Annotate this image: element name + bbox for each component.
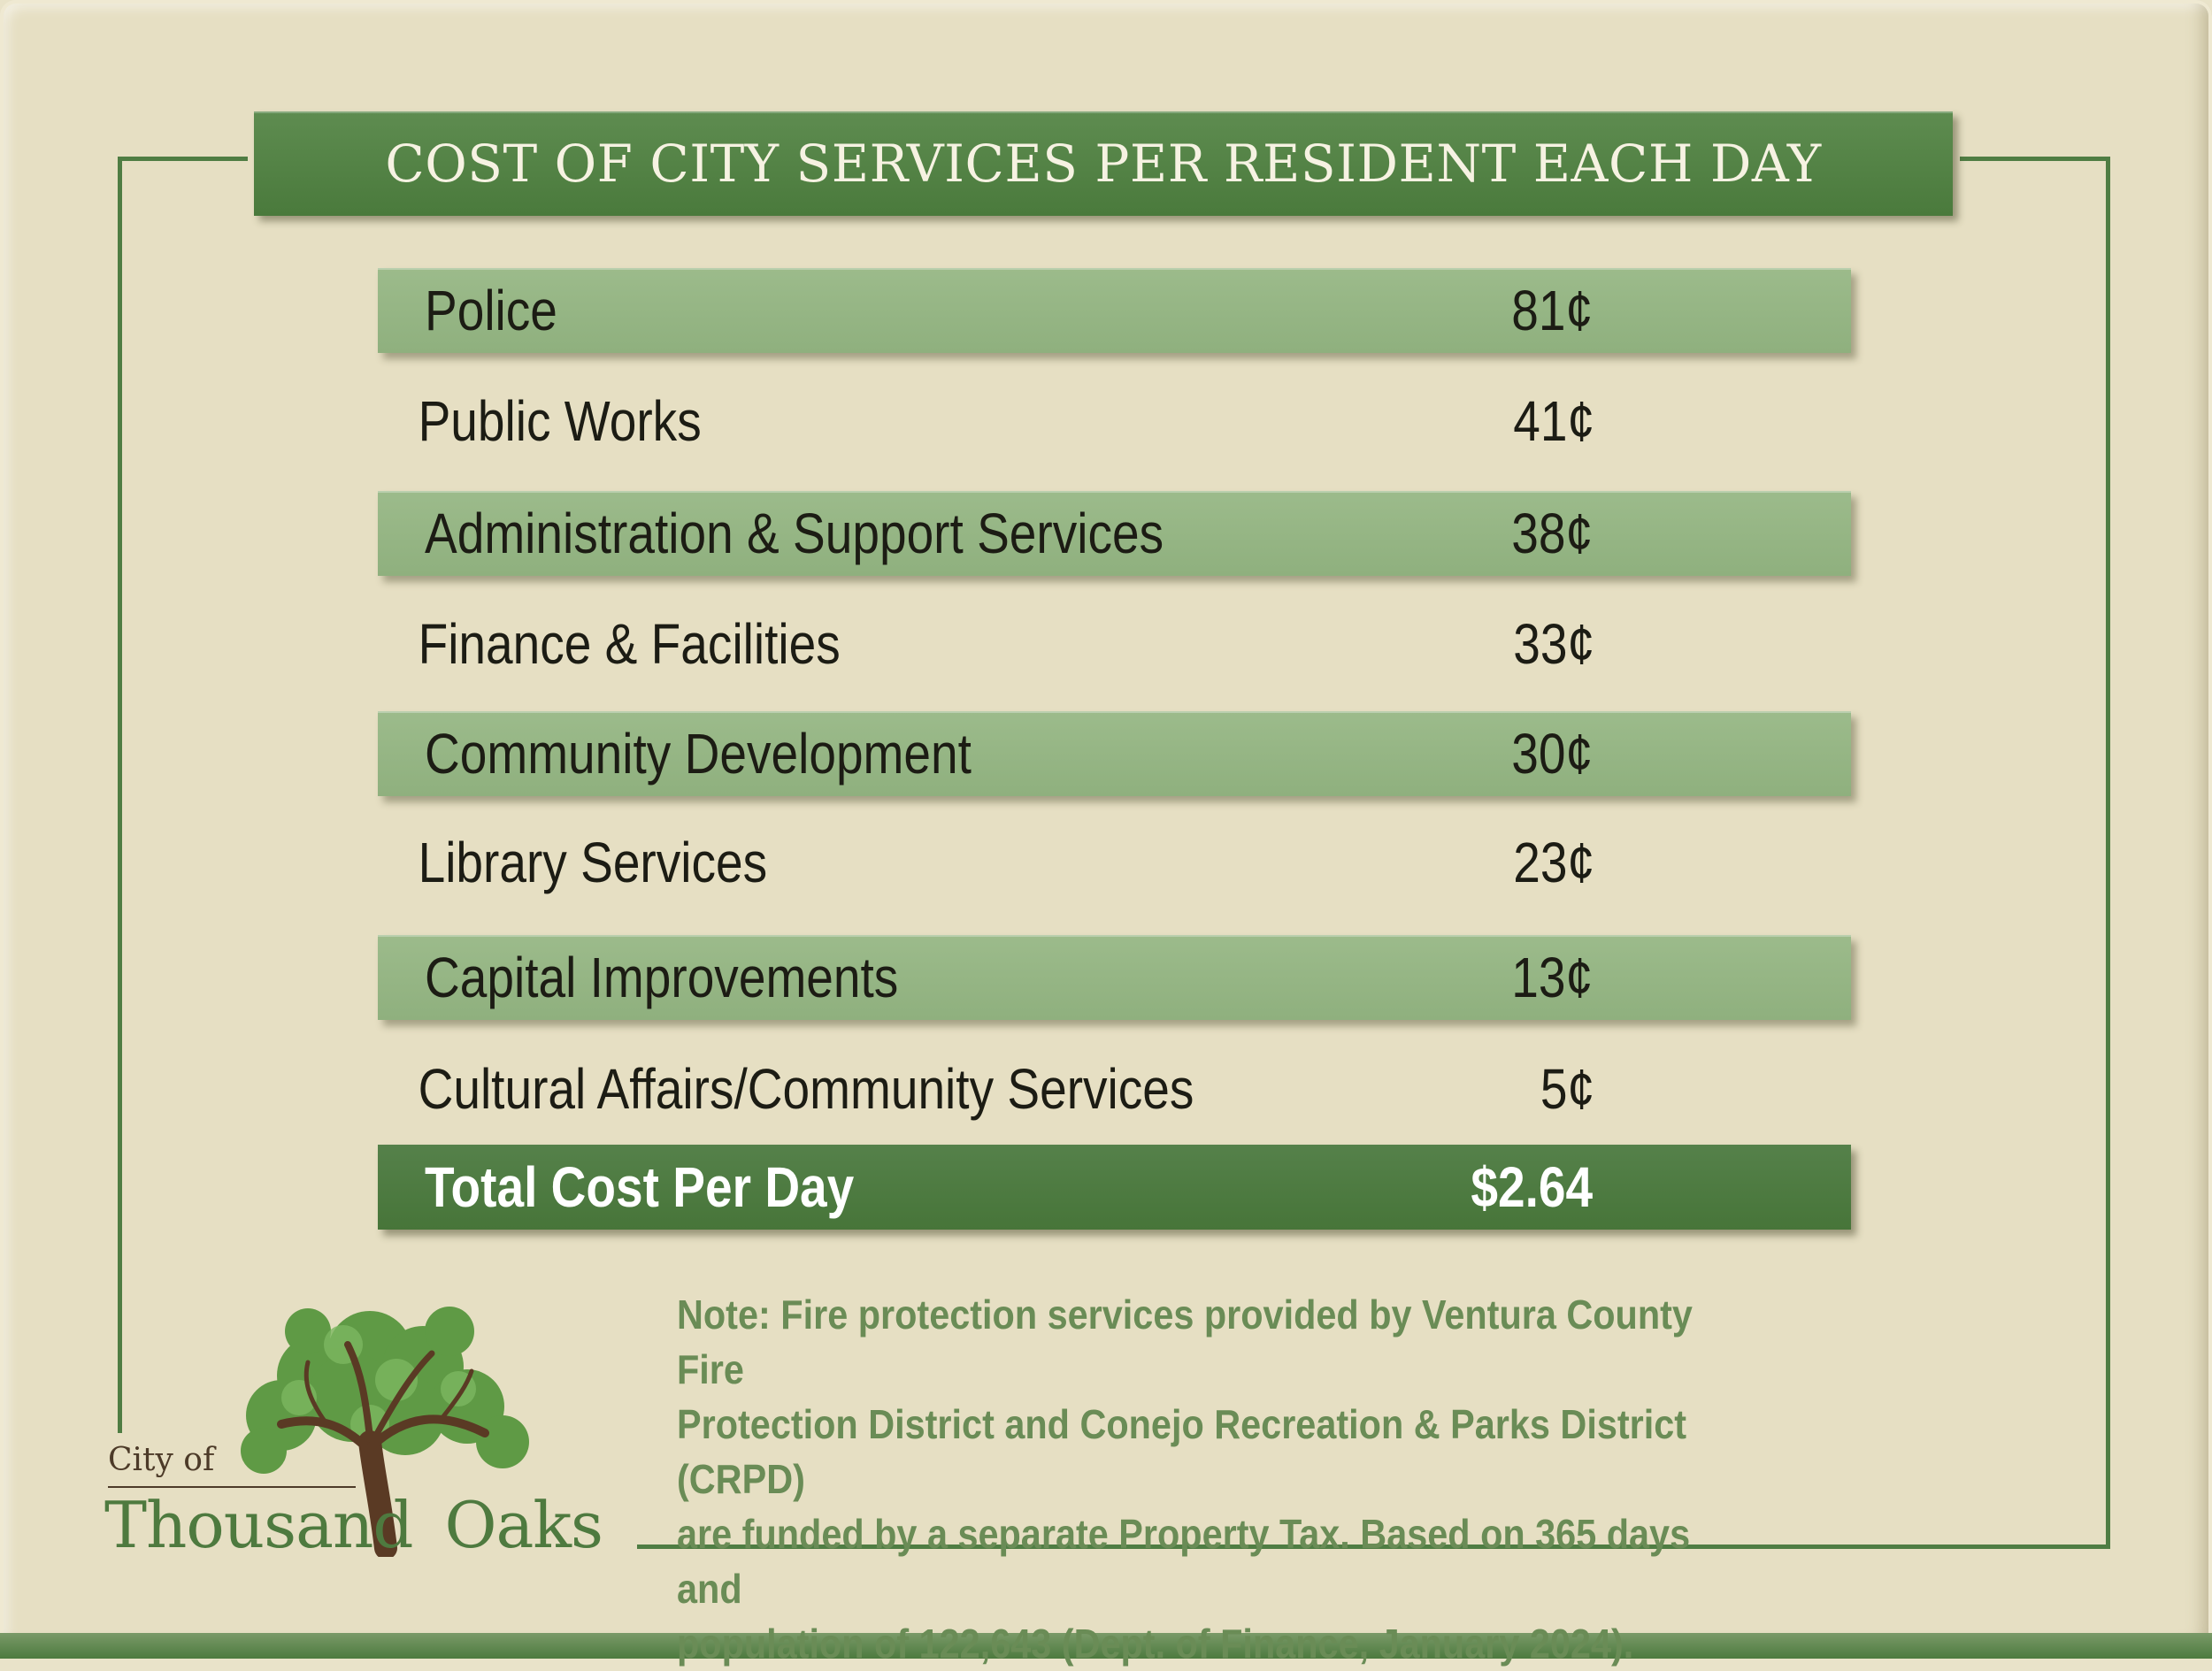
row-label: Library Services [418,831,768,894]
city-logo [104,1292,635,1562]
footnote-line: Note: Fire protection services provided by Ventura County Fire [677,1292,1693,1392]
logo-word-thousand: Thousand [104,1488,413,1562]
table-row-administration [378,491,1851,576]
table-row-police [378,268,1851,353]
row-label: Police [425,279,557,342]
page-title: COST OF CITY SERVICES PER RESIDENT EACH DAY [385,134,1822,194]
row-label: Capital Improvements [425,946,899,1009]
row-label: Public Works [418,389,702,453]
total-label: Total Cost Per Day [425,1155,855,1219]
row-label: Finance & Facilities [418,612,841,676]
row-value: 13¢ [1511,946,1594,1009]
logo-wordmark [104,1488,603,1562]
logo-word-oaks: Oaks [444,1488,603,1562]
table-row-capital-improvements [378,935,1851,1020]
row-value: 38¢ [1511,502,1594,565]
row-value: 81¢ [1511,279,1594,342]
row-value: 23¢ [1513,831,1595,894]
footnote [677,1287,1712,1671]
total-value: $2.64 [1471,1155,1594,1219]
table-row-public-works [378,379,1645,464]
footnote-line: are funded by a separate Property Tax. Based on 365 days and [677,1511,1691,1612]
row-value: 30¢ [1511,722,1594,786]
logo-city-label: City of [108,1442,215,1478]
row-label: Administration & Support Services [425,502,1164,565]
footnote-line: population of 122,643 (Dept. of Finance, January 2024). [677,1621,1634,1667]
table-row-cultural-affairs [378,1046,1645,1131]
row-label: Community Development [425,722,972,786]
table-row-library [378,820,1645,905]
row-label: Cultural Affairs/Community Services [418,1057,1194,1121]
footnote-line: Protection District and Conejo Recreation & Parks District (CRPD) [677,1401,1687,1502]
row-value: 33¢ [1513,612,1595,676]
table-row-total [378,1145,1851,1230]
table-row-community-development [378,711,1851,796]
table-row-finance [378,602,1645,686]
row-value: 5¢ [1540,1057,1595,1121]
row-value: 41¢ [1513,389,1595,453]
